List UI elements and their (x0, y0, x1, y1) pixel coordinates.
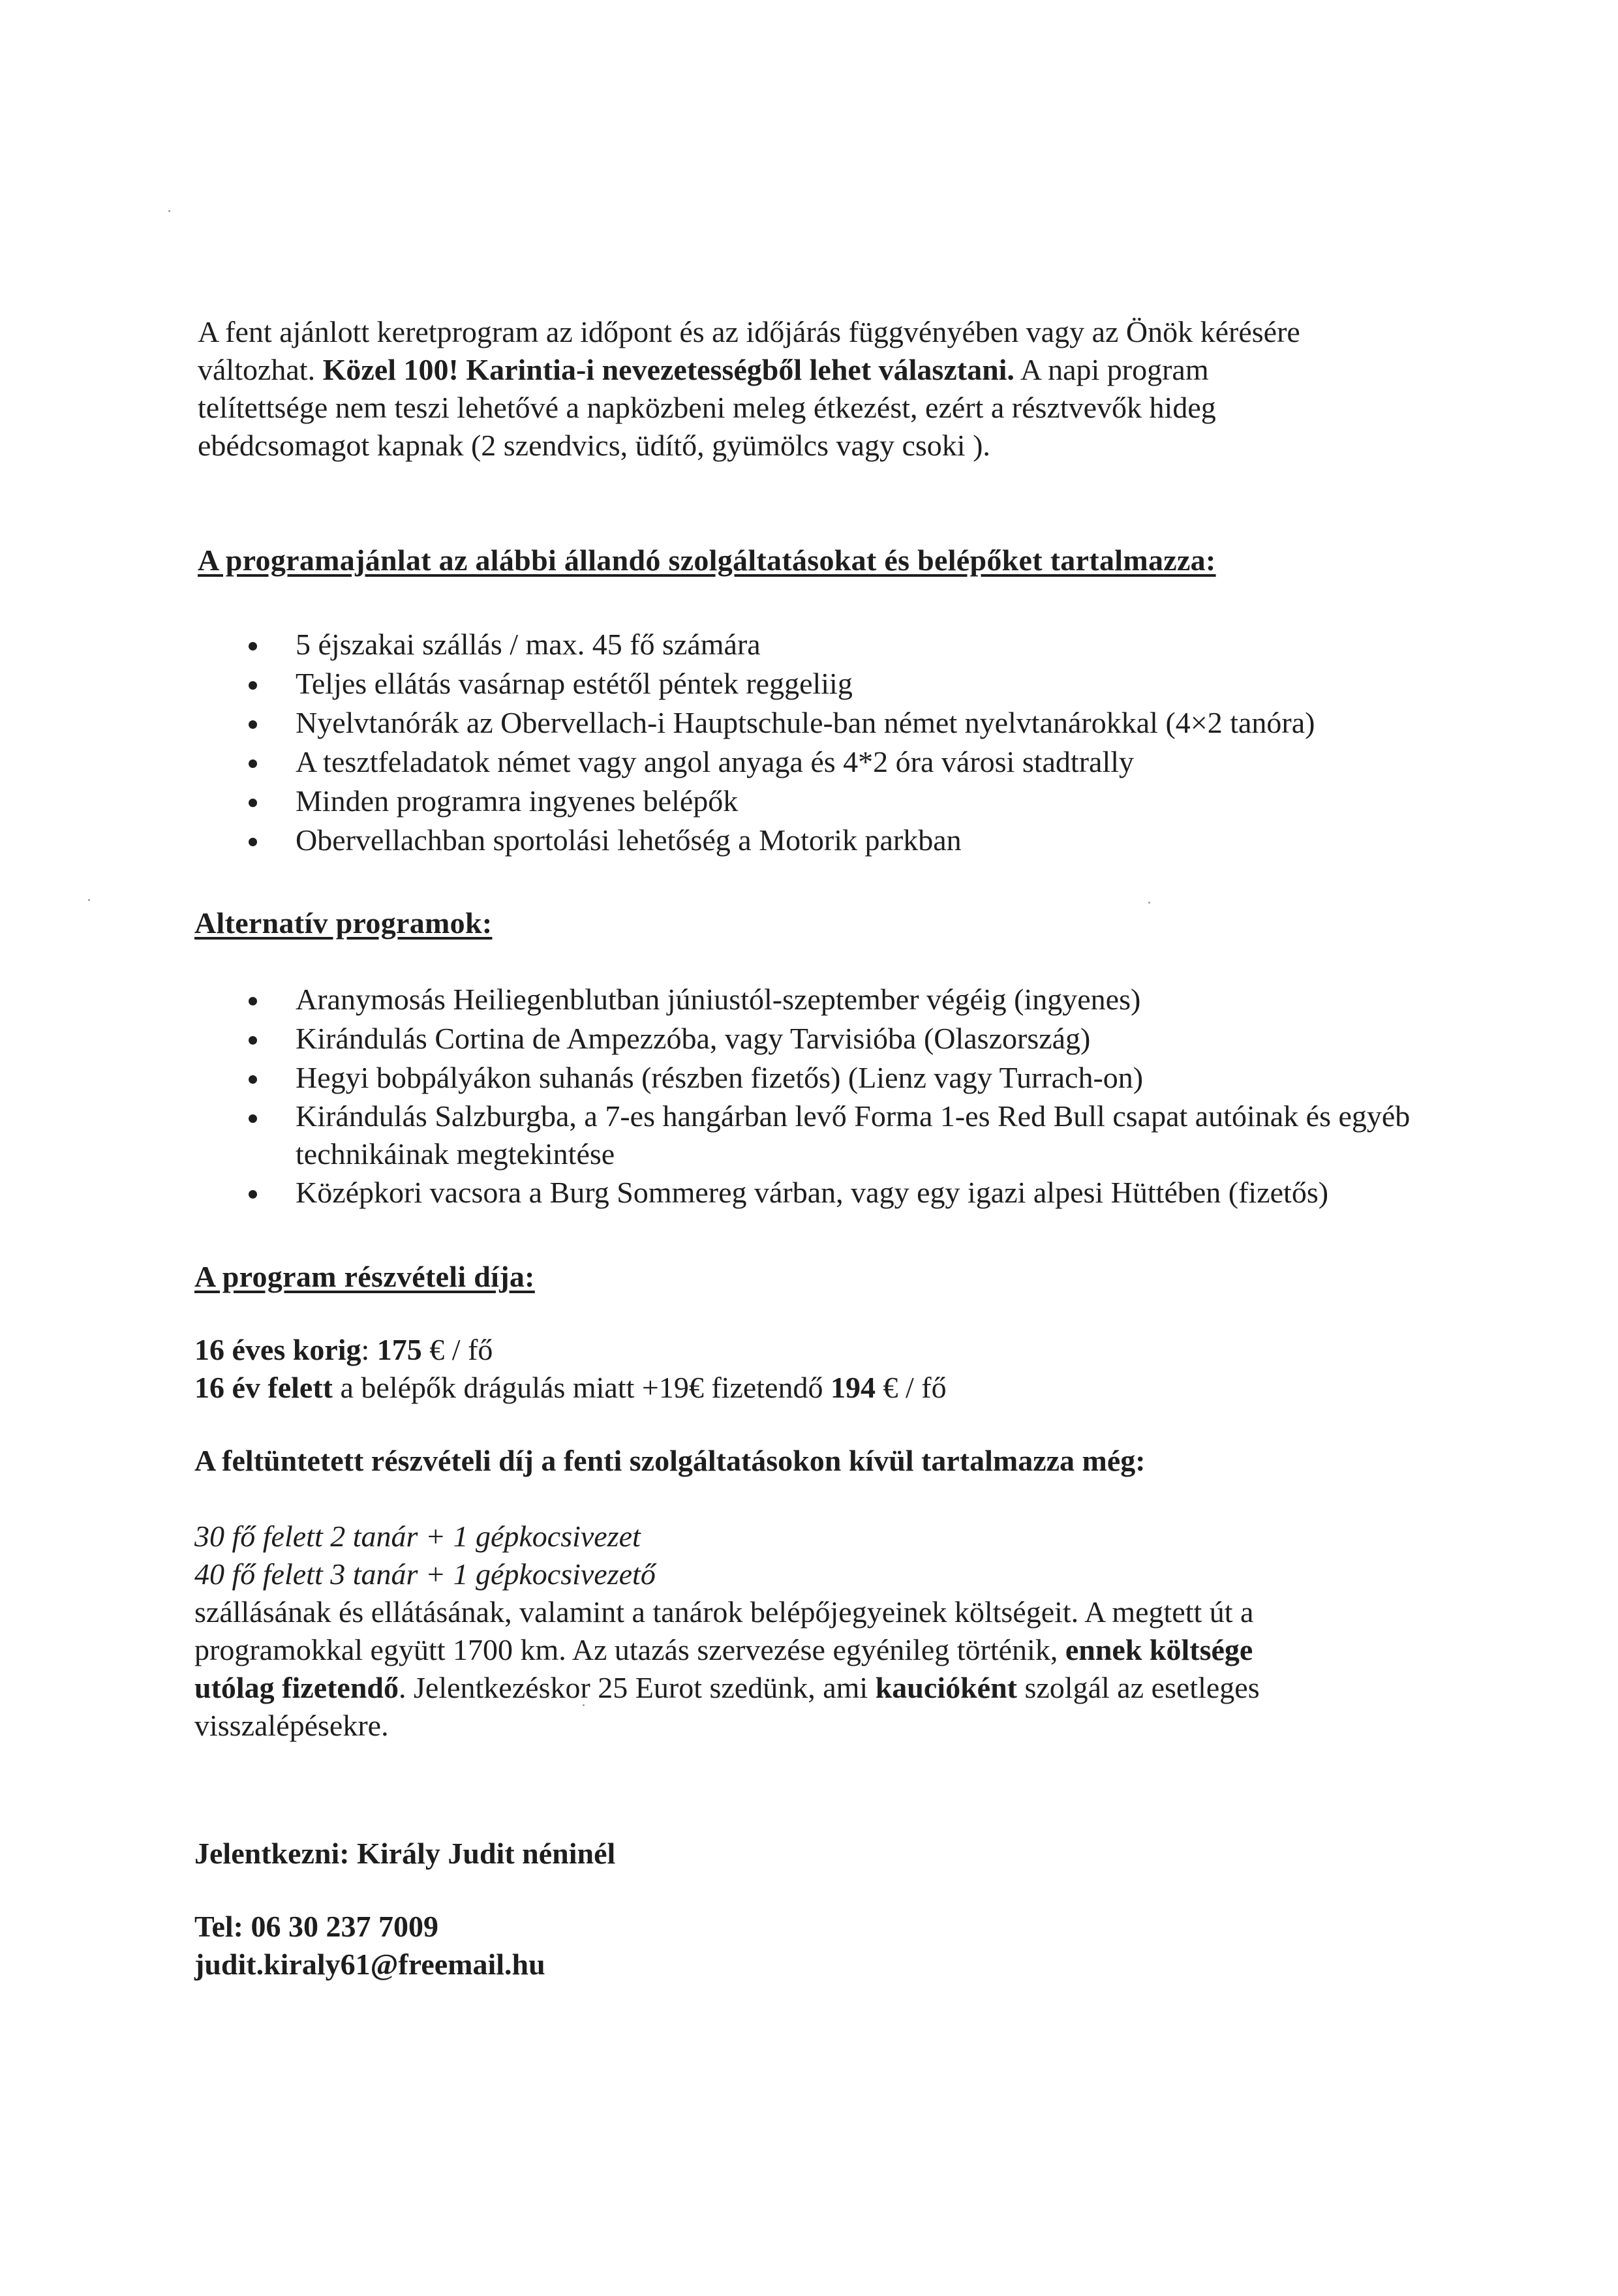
intro-line: ebédcsomagot kapnak (2 szendvics, üdítő, gyümölcs vagy csoki ). (198, 429, 990, 462)
fee-rows (194, 1331, 1447, 1407)
intro-highlight: Közel 100! Karintia-i nevezetességből lehet választani. (322, 353, 1015, 386)
bullet-icon (249, 838, 257, 846)
bullet-icon (249, 1190, 257, 1199)
included-section (194, 1442, 1447, 1480)
bullet-icon (249, 1075, 257, 1084)
list-item: 5 éjszakai szállás / max. 45 fő számára (198, 625, 1450, 664)
fee-row-over-16: 16 év felett a belépők drágulás miatt +19€ fizetendő 194 € / fő (194, 1371, 947, 1404)
staff-note: 30 fő felett 2 tanár + 1 gépkocsivezet (194, 1520, 641, 1553)
list-item: Minden programra ingyenes belépők (198, 782, 1450, 821)
fee-heading: A program részvételi díja: (194, 1260, 535, 1293)
alternatives-list (198, 980, 1450, 1212)
fee-section (194, 1259, 1447, 1294)
included-body (194, 1518, 1447, 1745)
intro-line: A fent ajánlott keretprogram az időpont és az időjárás függvényében vagy az Önök kérésére (198, 315, 1300, 348)
bullet-icon (249, 997, 257, 1005)
price-value: 175 (376, 1333, 422, 1366)
services-list-wrap (198, 625, 1450, 860)
list-item: Középkori vacsora a Burg Sommereg várban, vagy egy igazi alpesi Hüttében (fizetős) (198, 1173, 1450, 1212)
contact-details (194, 1908, 1447, 1983)
list-item: Kirándulás Salzburgba, a 7-es hangárban levő Forma 1-es Red Bull csapat autóinak és egyéb technikáinak megtekintése (198, 1097, 1450, 1173)
bullet-icon (249, 799, 257, 807)
alternatives-list-wrap (198, 980, 1450, 1212)
staff-note: 40 fő felett 3 tanár + 1 gépkocsivezető (194, 1557, 656, 1591)
intro-line: telítettsége nem teszi lehetővé a napközbeni meleg étkezést, ezért a résztvevők hideg (198, 391, 1216, 424)
included-line: utólag fizetendő. Jelentkezéskor 25 Eurot szedünk, ami kaucióként szolgál az esetleges (194, 1671, 1260, 1704)
list-item: Teljes ellátás vasárnap estétől péntek reggeliig (198, 664, 1450, 703)
apply-line: Jelentkezni: Király Judit néninél (194, 1837, 616, 1870)
list-item: Obervellachban sportolási lehetőség a Motorik parkban (198, 821, 1450, 860)
intro-line: változhat. Közel 100! Karintia-i nevezetességből lehet választani. A napi program (198, 353, 1209, 386)
scan-speck (88, 899, 90, 901)
alternatives-heading: Alternatív programok: (194, 906, 493, 940)
scan-speck (168, 210, 170, 212)
services-section (198, 543, 1450, 577)
scan-speck (1148, 902, 1150, 904)
included-heading: A feltüntetett részvételi díj a fenti szolgáltatásokon kívül tartalmazza még: (194, 1444, 1146, 1477)
phone-number: Tel: 06 30 237 7009 (194, 1910, 438, 1943)
services-heading: A programajánlat az alábbi állandó szolgáltatásokat és belépőket tartalmazza: (198, 543, 1216, 577)
intro-paragraph (198, 313, 1450, 465)
price-value: 194 (830, 1371, 876, 1404)
list-item: Aranymosás Heiliegenblutban júniustól-szeptember végéig (ingyenes) (198, 980, 1450, 1019)
bullet-icon (249, 1114, 257, 1123)
list-item: Hegyi bobpályákon suhanás (részben fizetős) (Lienz vagy Turrach-on) (198, 1058, 1450, 1097)
included-line: programokkal együtt 1700 km. Az utazás szervezése egyénileg történik, ennek költsége (194, 1633, 1253, 1666)
bullet-icon (249, 1036, 257, 1045)
list-item: A tesztfeladatok német vagy angol anyaga és 4*2 óra városi stadtrally (198, 742, 1450, 782)
bullet-icon (249, 759, 257, 768)
fee-row-under-16: 16 éves korig: 175 € / fő (194, 1333, 493, 1366)
list-item: Kirándulás Cortina de Ampezzóba, vagy Tarvisióba (Olaszország) (198, 1019, 1450, 1058)
alternatives-section (194, 906, 1447, 940)
contact-section (194, 1835, 1447, 1873)
email-address: judit.kiraly61@freemail.hu (194, 1948, 545, 1981)
list-item: Nyelvtanórák az Obervellach-i Hauptschule-ban német nyelvtanárokkal (4×2 tanóra) (198, 703, 1450, 742)
bullet-icon (249, 681, 257, 690)
included-line: szállásának és ellátásának, valamint a tanárok belépőjegyeinek költségeit. A megtett út a (194, 1595, 1254, 1629)
included-line: visszalépésekre. (194, 1709, 389, 1742)
services-list (198, 625, 1450, 860)
bullet-icon (249, 642, 257, 651)
bullet-icon (249, 720, 257, 729)
